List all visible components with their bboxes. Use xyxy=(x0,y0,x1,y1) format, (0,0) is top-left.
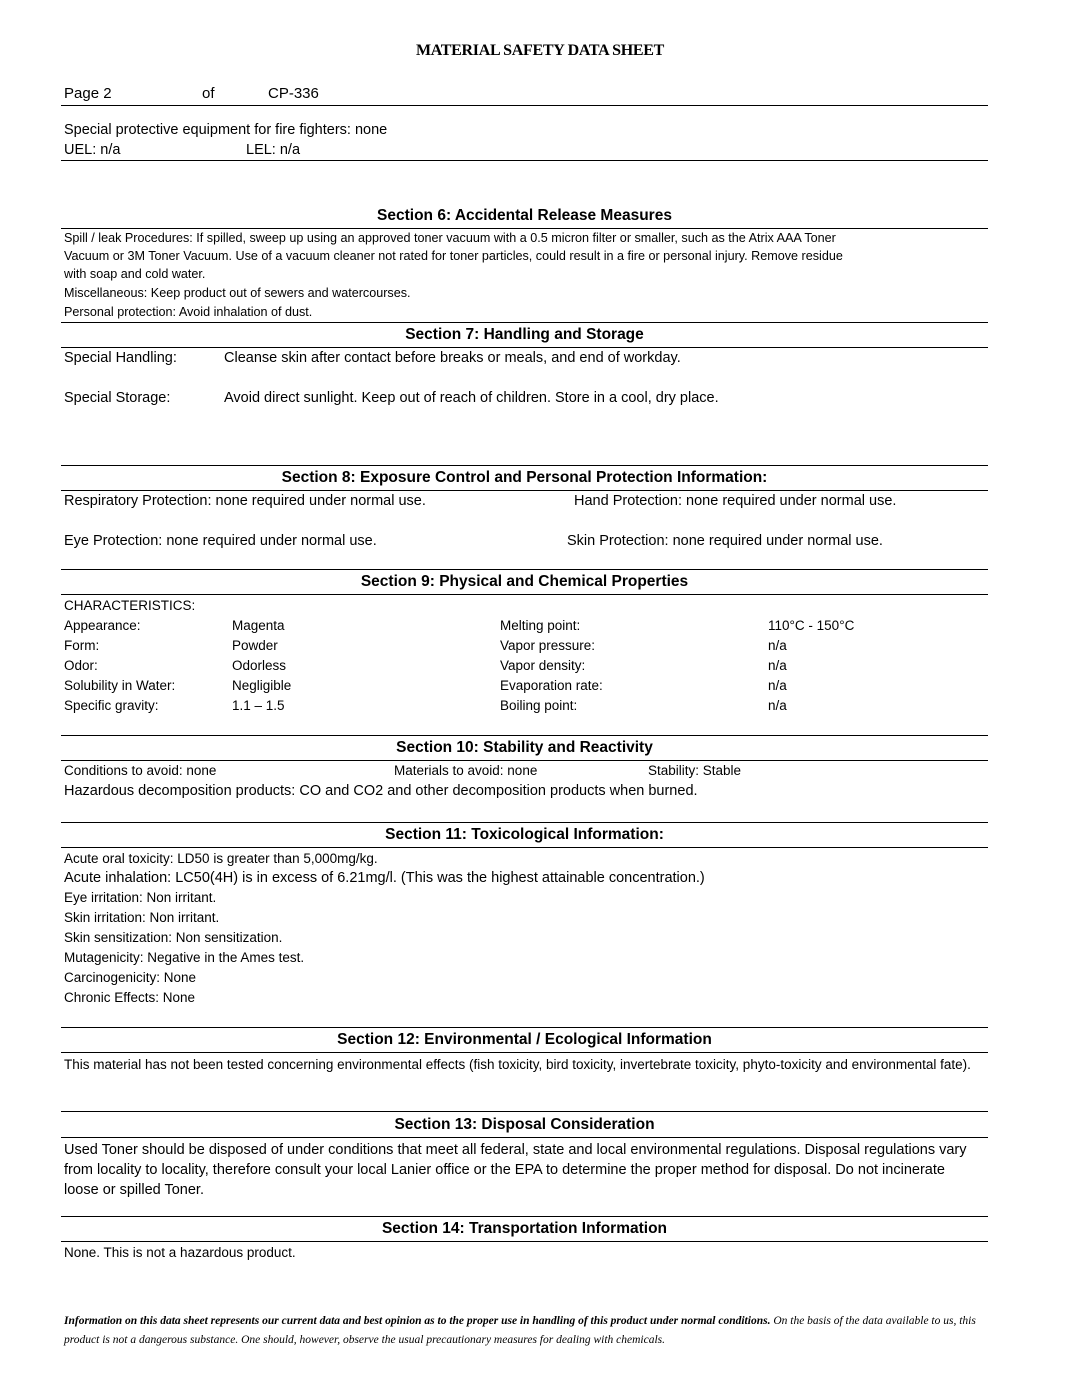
section-9-heading: Section 9: Physical and Chemical Properties xyxy=(360,573,689,590)
divider xyxy=(61,822,988,823)
tox-line: Skin sensitization: Non sensitization. xyxy=(64,930,283,945)
tox-line: Acute oral toxicity: LD50 is greater than 5,000mg/kg. xyxy=(64,851,378,866)
property-label: Form: xyxy=(64,638,100,653)
property-value: n/a xyxy=(768,698,787,713)
tox-line: Mutagenicity: Negative in the Ames test. xyxy=(64,950,305,965)
divider xyxy=(61,847,988,848)
lel-value: LEL: n/a xyxy=(246,142,301,158)
footer-normal: On the basis of the data available to us, this product is not a dangerous substance. One should, however, observe the usual precautionary measures for dealing with chemicals. xyxy=(64,1315,976,1346)
property-value: n/a xyxy=(768,658,787,673)
spill-line: with soap and cold water. xyxy=(64,267,206,281)
property-value: n/a xyxy=(768,678,787,693)
property-label: Melting point: xyxy=(500,618,581,633)
tox-line: Eye irritation: Non irritant. xyxy=(64,890,217,905)
hand-protection: Hand Protection: none required under normal use. xyxy=(574,493,897,509)
property-value: 1.1 – 1.5 xyxy=(232,698,285,713)
section-8-heading: Section 8: Exposure Control and Personal Protection Information: xyxy=(281,469,768,486)
property-label: Specific gravity: xyxy=(64,698,159,713)
divider xyxy=(61,465,988,466)
footer-disclaimer xyxy=(64,1312,979,1349)
divider xyxy=(61,1111,988,1112)
section-10-heading: Section 10: Stability and Reactivity xyxy=(396,739,653,756)
property-value: Magenta xyxy=(232,618,285,633)
footer-bold: Information on this data sheet represents our current data and best opinion as to the proper use in handling of this product under normal conditions. xyxy=(64,1315,771,1327)
property-value: n/a xyxy=(768,638,787,653)
stability: Stability: Stable xyxy=(648,763,742,778)
divider xyxy=(61,1216,988,1217)
section-12-heading: Section 12: Environmental / Ecological Information xyxy=(337,1031,712,1048)
divider xyxy=(61,1137,988,1138)
divider xyxy=(61,1052,988,1053)
fire-equipment: Special protective equipment for fire fighters: none xyxy=(64,122,388,138)
transportation-text: None. This is not a hazardous product. xyxy=(64,1245,296,1260)
conditions-to-avoid: Conditions to avoid: none xyxy=(64,763,217,778)
divider xyxy=(61,105,988,106)
uel-value: UEL: n/a xyxy=(64,142,121,158)
doc-id: CP-336 xyxy=(268,85,319,102)
tox-line: Chronic Effects: None xyxy=(64,990,196,1005)
disposal-text: Used Toner should be disposed of under conditions that meet all federal, state and local environmental regulations. Disposal regulations vary from locality to locality, therefore consult your local Lanier office or the EPA to determine the proper method for disposal. Do not incinerate loose or spilled Toner. xyxy=(64,1142,967,1198)
respiratory-protection: Respiratory Protection: none required under normal use. xyxy=(64,493,426,509)
hazardous-decomposition: Hazardous decomposition products: CO and CO2 and other decomposition products when burned. xyxy=(64,783,698,799)
property-label: Odor: xyxy=(64,658,98,673)
spill-line: Vacuum or 3M Toner Vacuum. Use of a vacuum cleaner not rated for toner particles, could result in a fire or personal injury. Remove residue xyxy=(64,249,843,263)
page-label: Page 2 xyxy=(64,85,112,102)
divider xyxy=(61,490,988,491)
of-label: of xyxy=(202,85,215,102)
divider xyxy=(61,160,988,161)
special-storage-label: Special Storage: xyxy=(64,390,171,406)
property-label: Evaporation rate: xyxy=(500,678,603,693)
special-handling-label: Special Handling: xyxy=(64,350,177,366)
property-label: Vapor density: xyxy=(500,658,586,673)
section-14-heading: Section 14: Transportation Information xyxy=(381,1220,668,1237)
environmental-text: This material has not been tested concerning environmental effects (fish toxicity, bird toxicity, invertebrate toxicity, phyto-toxicity and environmental fate). xyxy=(64,1057,971,1072)
section-13-heading: Section 13: Disposal Consideration xyxy=(394,1116,655,1133)
tox-line: Acute inhalation: LC50(4H) is in excess of 6.21mg/l. (This was the highest attainable concentration.) xyxy=(64,870,705,886)
miscellaneous: Miscellaneous: Keep product out of sewers and watercourses. xyxy=(64,286,411,300)
special-handling-value: Cleanse skin after contact before breaks or meals, and end of workday. xyxy=(224,350,681,366)
spill-line: Spill / leak Procedures: If spilled, sweep up using an approved toner vacuum with a 0.5 micron filter or smaller, such as the Atrix AAA Toner xyxy=(64,231,836,245)
personal-protection: Personal protection: Avoid inhalation of dust. xyxy=(64,305,313,319)
tox-line: Skin irritation: Non irritant. xyxy=(64,910,220,925)
divider xyxy=(61,594,988,595)
section-11-heading: Section 11: Toxicological Information: xyxy=(385,826,664,843)
divider xyxy=(61,760,988,761)
divider xyxy=(61,1027,988,1028)
property-label: Solubility in Water: xyxy=(64,678,176,693)
materials-to-avoid: Materials to avoid: none xyxy=(394,763,538,778)
property-value: 110°C - 150°C xyxy=(768,618,855,633)
tox-line: Carcinogenicity: None xyxy=(64,970,197,985)
property-value: Powder xyxy=(232,638,278,653)
section-6-heading: Section 6: Accidental Release Measures xyxy=(377,207,672,224)
skin-protection: Skin Protection: none required under normal use. xyxy=(567,533,883,549)
section-7-heading: Section 7: Handling and Storage xyxy=(405,326,644,343)
special-storage-value: Avoid direct sunlight. Keep out of reach of children. Store in a cool, dry place. xyxy=(224,390,719,406)
property-value: Negligible xyxy=(232,678,292,693)
property-label: Appearance: xyxy=(64,618,141,633)
document-title: MATERIAL SAFETY DATA SHEET xyxy=(415,42,665,59)
divider xyxy=(61,1241,988,1242)
property-value: Odorless xyxy=(232,658,287,673)
property-label: Vapor pressure: xyxy=(500,638,596,653)
divider xyxy=(61,735,988,736)
divider xyxy=(61,228,988,229)
characteristics-label: CHARACTERISTICS: xyxy=(64,598,196,613)
property-label: Boiling point: xyxy=(500,698,578,713)
divider xyxy=(61,569,988,570)
eye-protection: Eye Protection: none required under normal use. xyxy=(64,533,377,549)
divider xyxy=(61,322,988,323)
divider xyxy=(61,347,988,348)
